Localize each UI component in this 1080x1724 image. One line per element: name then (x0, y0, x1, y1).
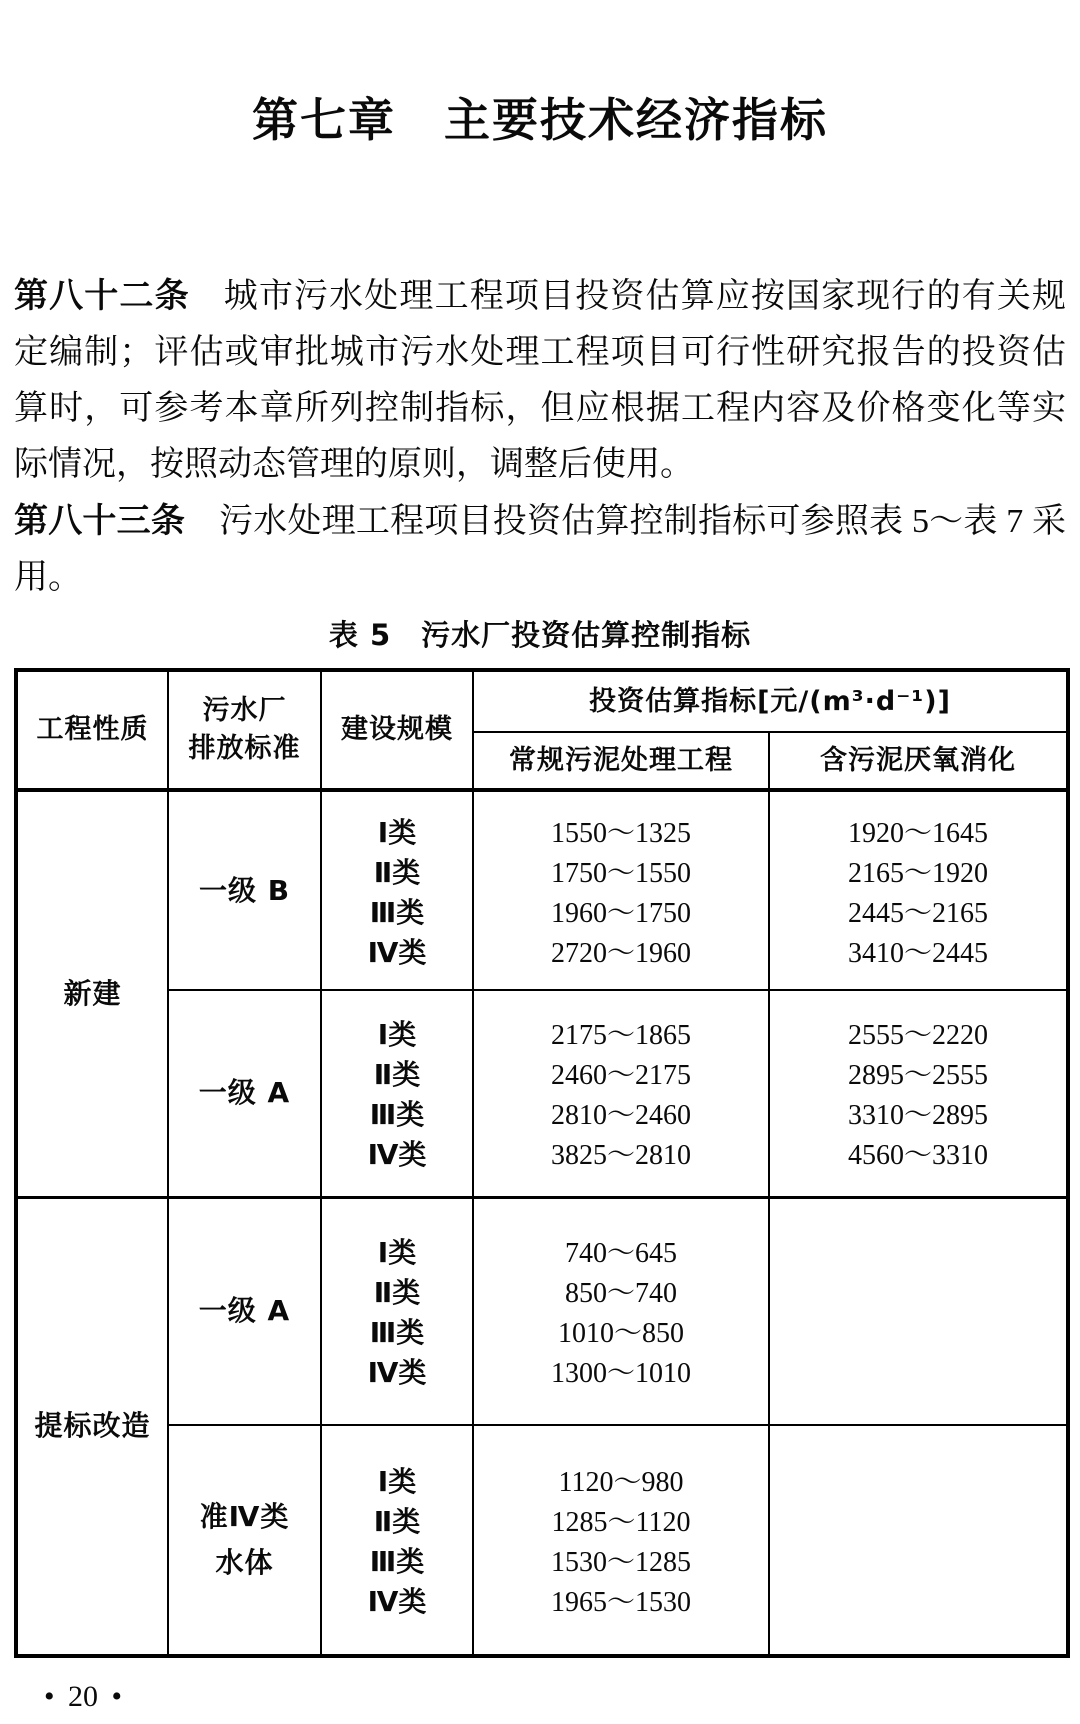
value-conventional: 3825～2810 (550, 1140, 691, 1172)
body-text (14, 268, 1066, 606)
value-anaerobic: 3410～2445 (847, 937, 988, 969)
scale-label: Ⅲ类 (369, 1316, 425, 1350)
cell-standard-level1b: 一级 B (168, 790, 321, 990)
cell-standard-level1a: 一级 A (168, 1197, 321, 1425)
value-conventional: 2810～2460 (550, 1100, 691, 1132)
scale-label: Ⅳ类 (367, 1138, 427, 1172)
value-anaerobic: 4560～3310 (847, 1140, 988, 1172)
article-82-label: 第八十二条 (14, 276, 190, 316)
article-82-text: 城市污水处理工程项目投资估算应按国家现行的有关规定编制；评估或审批城市污水处理工程项目可行性研究报告的投资估算时，可参考本章所列控制指标，但应根据工程内容及价格变化等实际情况，按照动态管理的原则，调整后使用。 (14, 278, 1067, 483)
cell-anaerobic-empty (769, 1197, 1068, 1425)
cell-scales (321, 990, 473, 1197)
header-discharge-standard (168, 670, 321, 790)
value-anaerobic: 2555～2220 (847, 1020, 988, 1052)
header-project-type: 工程性质 (16, 670, 168, 790)
header-anaerobic-digestion: 含污泥厌氧消化 (769, 732, 1068, 790)
cell-project-type-new: 新建 (16, 790, 168, 1197)
table-caption: 表 5 污水厂投资估算控制指标 (328, 618, 752, 652)
cell-scales (321, 1197, 473, 1425)
scale-label: Ⅳ类 (367, 1356, 427, 1390)
cell-conventional-values (473, 1425, 769, 1656)
value-conventional: 1550～1325 (550, 817, 691, 849)
scale-label: Ⅲ类 (369, 1098, 425, 1132)
value-anaerobic: 2165～1920 (847, 857, 988, 889)
scale-label: Ⅰ类 (377, 1018, 417, 1052)
value-conventional: 2175～1865 (550, 1020, 691, 1052)
scale-label: Ⅰ类 (377, 1465, 417, 1498)
value-conventional: 1750～1550 (550, 857, 691, 889)
header-discharge-standard-line1: 污水厂 (202, 695, 287, 726)
header-investment-index-unit: 投资估算指标[元/(m³·d⁻¹)] (473, 670, 1068, 732)
value-conventional: 1010～850 (557, 1318, 684, 1350)
investment-estimate-table (14, 668, 1070, 1658)
value-conventional: 1965～1530 (550, 1587, 691, 1618)
value-anaerobic: 2895～2555 (847, 1060, 988, 1092)
value-conventional: 1530～1285 (550, 1547, 691, 1578)
scale-label: Ⅱ类 (373, 1058, 421, 1092)
scale-label: Ⅲ类 (369, 1545, 425, 1578)
scale-label: Ⅱ类 (373, 1276, 421, 1310)
header-conventional-sludge: 常规污泥处理工程 (473, 732, 769, 790)
cell-scales (321, 790, 473, 990)
value-conventional: 850～740 (564, 1278, 677, 1310)
cell-standard-level1a: 一级 A (168, 990, 321, 1197)
table-block-new-level1a (16, 990, 1068, 1197)
value-conventional: 1285～1120 (551, 1507, 691, 1538)
cell-standard-class4-line2: 水体 (215, 1546, 274, 1579)
article-83-text: 污水处理工程项目投资估算控制指标可参照表 5～表 7 采用。 (14, 503, 1067, 596)
header-discharge-standard-line2: 排放标准 (188, 733, 301, 764)
value-anaerobic: 3310～2895 (847, 1100, 988, 1132)
article-83 (14, 493, 1066, 606)
cell-standard-class4-water (168, 1425, 321, 1656)
scale-label: Ⅰ类 (377, 1236, 417, 1270)
cell-conventional-values (473, 1197, 769, 1425)
header-construction-scale: 建设规模 (321, 670, 473, 790)
scale-label: Ⅱ类 (373, 855, 421, 889)
value-conventional: 1120～980 (558, 1467, 684, 1498)
value-anaerobic: 1920～1645 (847, 817, 988, 849)
scale-label: Ⅳ类 (367, 1585, 427, 1618)
scale-label: Ⅲ类 (369, 895, 425, 929)
value-conventional: 2720～1960 (550, 937, 691, 969)
cell-standard-class4-line1: 准Ⅳ类 (199, 1500, 290, 1533)
scale-label: Ⅱ类 (373, 1505, 421, 1538)
cell-anaerobic-empty (769, 1425, 1068, 1656)
cell-anaerobic-values (769, 990, 1068, 1197)
table-block-new-level1b (16, 790, 1068, 990)
page-number: • 20 • (44, 1680, 123, 1713)
scale-label: Ⅳ类 (367, 935, 427, 969)
value-conventional: 1300～1010 (550, 1358, 691, 1390)
value-anaerobic: 2445～2165 (847, 897, 988, 929)
article-82 (14, 268, 1066, 493)
cell-scales (321, 1425, 473, 1656)
cell-conventional-values (473, 790, 769, 990)
cell-conventional-values (473, 990, 769, 1197)
value-conventional: 740～645 (564, 1238, 677, 1270)
article-83-label: 第八十三条 (14, 501, 186, 541)
scale-label: Ⅰ类 (377, 815, 417, 849)
value-conventional: 2460～2175 (550, 1060, 691, 1092)
table-block-upgrade-level1a (16, 1197, 1068, 1425)
cell-anaerobic-values (769, 790, 1068, 990)
table-block-upgrade-class4 (16, 1425, 1068, 1656)
cell-project-type-upgrade: 提标改造 (16, 1197, 168, 1656)
value-conventional: 1960～1750 (550, 897, 691, 929)
chapter-title: 第七章 主要技术经济指标 (252, 93, 828, 147)
